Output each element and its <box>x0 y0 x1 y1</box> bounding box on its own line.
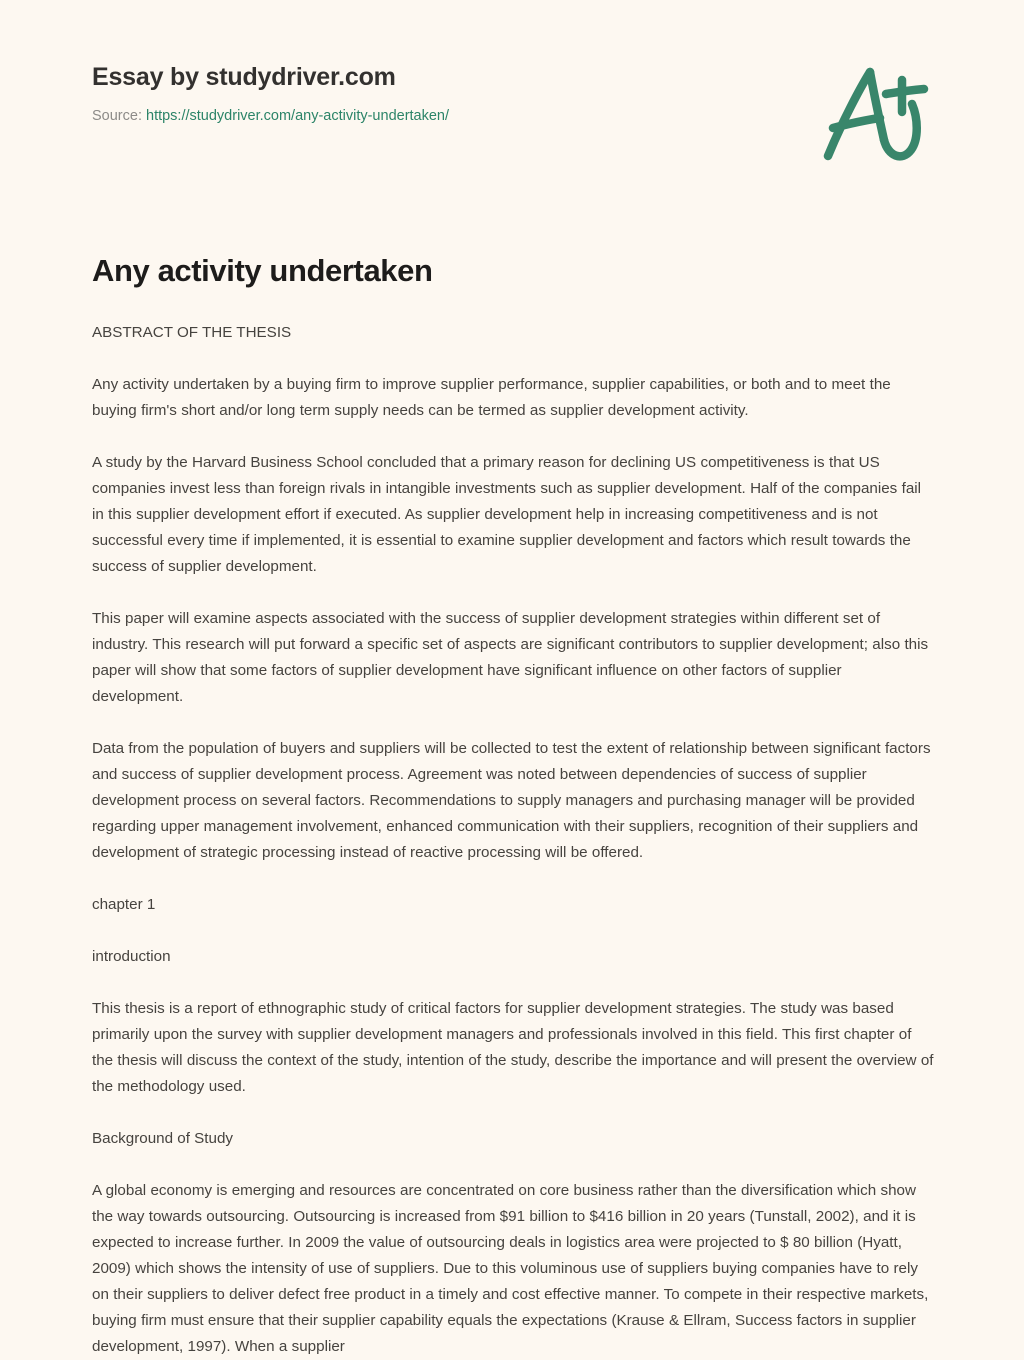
document-body <box>92 252 936 1360</box>
a-plus-logo-svg <box>808 60 938 180</box>
section-label-introduction: introduction <box>92 947 171 965</box>
section-label-abstract: ABSTRACT OF THE THESIS <box>92 323 292 341</box>
paragraph-6: A global economy is emerging and resources are concentrated on core business rather than the diversification which show the way towards outsourcing. Outsourcing is increased from $91 billion to $416 billion in 20 years (Tunstall, 2002), and it is expected to increase further. In 2009 the value of outsourcing deals in logistics area were projected to $ 80 billion (Hyatt, 2009) which shows the intensity of use of suppliers. Due to this voluminous use of suppliers buying companies have to rely on their suppliers to deliver defect free product in a timely and cost effective manner. To compete in their respective markets, buying firm must ensure that their supplier capability equals the expectations (Krause & Ellram, Success factors in supplier development, 1997). When a supplier <box>92 1181 929 1355</box>
section-label-background-of-study: Background of Study <box>92 1129 233 1147</box>
source-line <box>92 107 712 126</box>
source-url-link[interactable]: https://studydriver.com/any-activity-undertaken/ <box>146 108 450 124</box>
brand-block <box>92 62 712 126</box>
document-header <box>0 0 1024 200</box>
a-plus-logo-icon <box>808 60 938 180</box>
brand-title: Essay by studydriver.com <box>92 63 396 91</box>
paragraph-2: A study by the Harvard Business School concluded that a primary reason for declining US competitiveness is that US companies invest less than foreign rivals in intangible investments such as supplier development. Half of the companies fail in this supplier development effort if executed. As supplier development help in increasing competitiveness and is not successful every time if implemented, it is essential to examine supplier development and factors which result towards the success of supplier development. <box>92 453 922 575</box>
source-label: Source: <box>92 108 146 124</box>
section-label-chapter-1: chapter 1 <box>92 895 156 913</box>
paragraph-4: Data from the population of buyers and suppliers will be collected to test the extent of relationship between significant factors and success of supplier development process. Agreement was noted between dependencies of success of supplier development process on several factors. Recommendations to supply managers and purchasing manager will be provided regarding upper management involvement, enhanced communication with their suppliers, recognition of their suppliers and development of strategic processing instead of reactive processing will be offered. <box>92 739 931 861</box>
page-title: Any activity undertaken <box>92 253 433 288</box>
paragraph-1: Any activity undertaken by a buying firm to improve supplier performance, supplier capabilities, or both and to meet the buying firm's short and/or long term supply needs can be termed as supplier development activity. <box>92 375 891 419</box>
paragraph-5: This thesis is a report of ethnographic study of critical factors for supplier development strategies. The study was based primarily upon the survey with supplier development managers and professionals involved in this field. This first chapter of the thesis will discuss the context of the study, intention of the study, describe the importance and will present the overview of the methodology used. <box>92 999 934 1095</box>
paragraph-3: This paper will examine aspects associated with the success of supplier development strategies within different set of industry. This research will put forward a specific set of aspects are significant contributors to supplier development; also this paper will show that some factors of supplier development have significant influence on other factors of supplier development. <box>92 609 929 705</box>
